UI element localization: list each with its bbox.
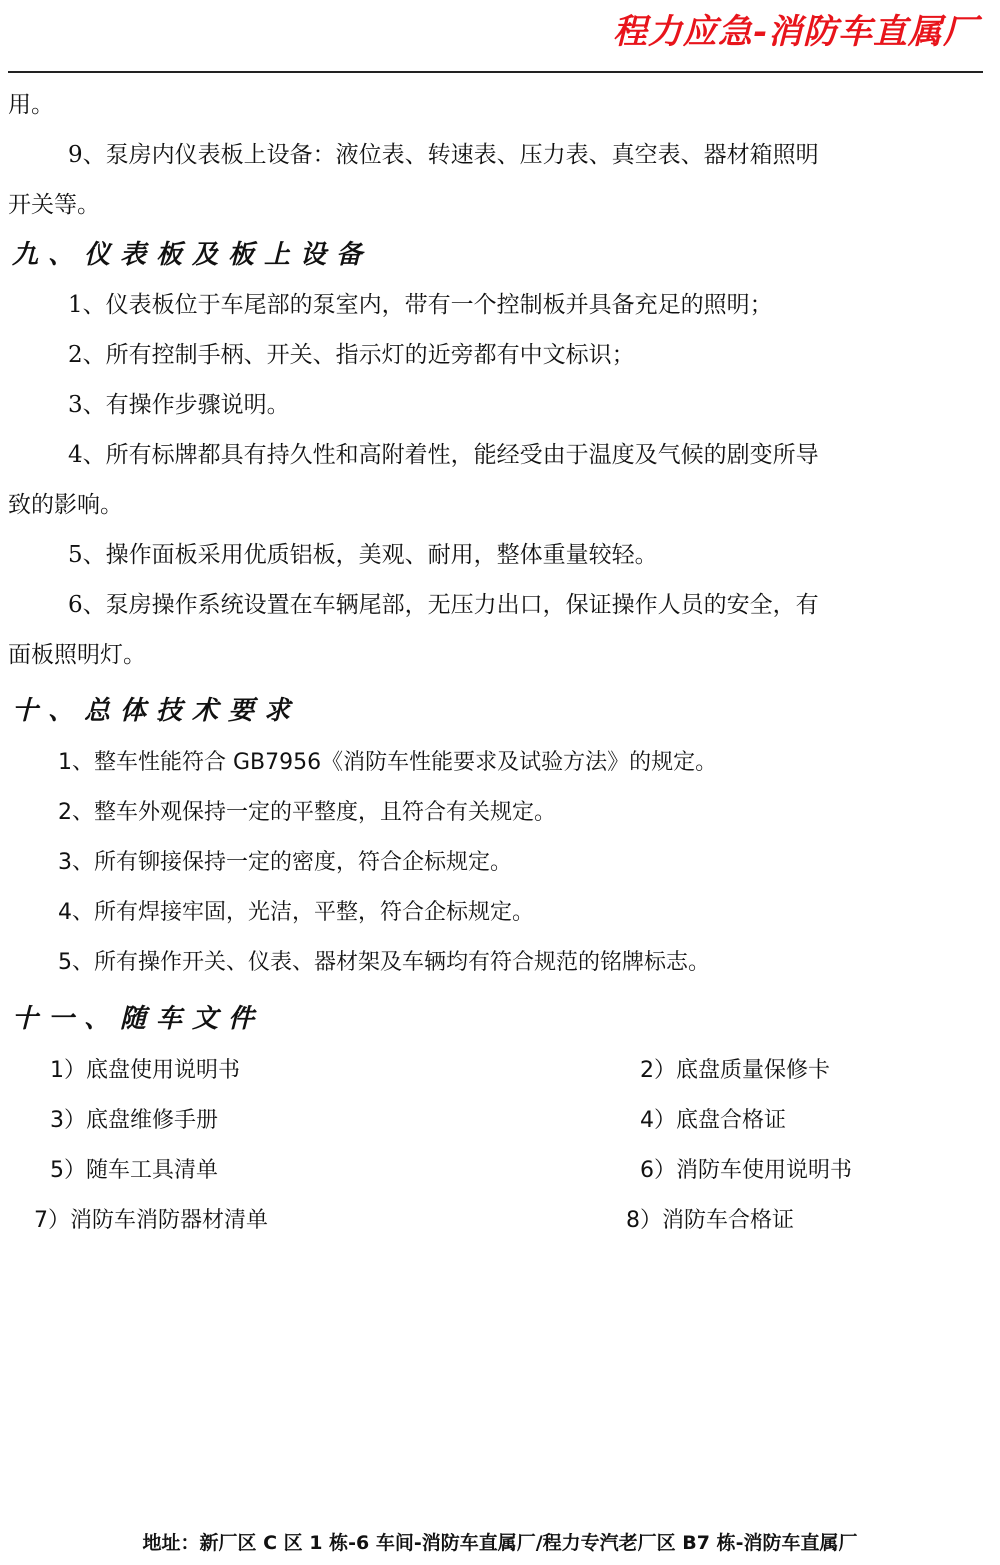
section-11-title: 十一、随车文件 bbox=[12, 1004, 265, 1034]
section-9-item-5: 5、操作面板采用优质铝板，美观、耐用，整体重量较轻。 bbox=[68, 542, 658, 568]
section-9-item-4-line-2: 致的影响。 bbox=[8, 492, 123, 518]
doc-item-7: 7）消防车消防器材清单 bbox=[34, 1208, 268, 1233]
continuation-text: 用。 bbox=[8, 92, 54, 118]
doc-item-6: 6）消防车使用说明书 bbox=[640, 1158, 852, 1183]
section-10-title: 十、总体技术要求 bbox=[12, 696, 301, 726]
section-9-title: 九、仪表板及板上设备 bbox=[12, 240, 373, 270]
section-9-item-3: 3、有操作步骤说明。 bbox=[68, 392, 290, 418]
section-9-item-2: 2、所有控制手柄、开关、指示灯的近旁都有中文标识； bbox=[68, 342, 635, 368]
doc-item-2: 2）底盘质量保修卡 bbox=[640, 1058, 830, 1083]
header-divider bbox=[8, 71, 983, 73]
section-10-item-4: 4、所有焊接牢固，光洁，平整，符合企标规定。 bbox=[58, 900, 534, 925]
section-9-item-6-line-2: 面板照明灯。 bbox=[8, 642, 146, 668]
doc-item-5: 5）随车工具清单 bbox=[50, 1158, 218, 1183]
doc-item-4: 4）底盘合格证 bbox=[640, 1108, 786, 1133]
section-9-item-6-line-1: 6、泵房操作系统设置在车辆尾部，无压力出口，保证操作人员的安全，有 bbox=[68, 592, 819, 618]
section-10-item-3: 3、所有铆接保持一定的密度，符合企标规定。 bbox=[58, 850, 512, 875]
page-header-title: 程力应急-消防车直属厂 bbox=[612, 12, 978, 52]
section-9-item-4-line-1: 4、所有标牌都具有持久性和高附着性，能经受由于温度及气候的剧变所导 bbox=[68, 442, 819, 468]
doc-item-1: 1）底盘使用说明书 bbox=[50, 1058, 240, 1083]
section-10-item-2: 2、整车外观保持一定的平整度，且符合有关规定。 bbox=[58, 800, 556, 825]
footer-address: 地址：新厂区 C 区 1 栋-6 车间-消防车直属厂/程力专汽老厂区 B7 栋-消防车直属厂 bbox=[142, 1532, 858, 1554]
item-9-line-2: 开关等。 bbox=[8, 192, 100, 218]
section-10-item-1: 1、整车性能符合 GB7956《消防车性能要求及试验方法》的规定。 bbox=[58, 750, 718, 775]
section-9-item-1: 1、仪表板位于车尾部的泵室内，带有一个控制板并具备充足的照明； bbox=[68, 292, 773, 318]
document-body bbox=[8, 80, 983, 1246]
item-9-line-1: 9、泵房内仪表板上设备：液位表、转速表、压力表、真空表、器材箱照明 bbox=[68, 142, 819, 168]
doc-item-8: 8）消防车合格证 bbox=[626, 1208, 794, 1233]
section-10-item-5: 5、所有操作开关、仪表、器材架及车辆均有符合规范的铭牌标志。 bbox=[58, 950, 710, 975]
doc-item-3: 3）底盘维修手册 bbox=[50, 1108, 218, 1133]
documents-list bbox=[8, 1046, 983, 1246]
